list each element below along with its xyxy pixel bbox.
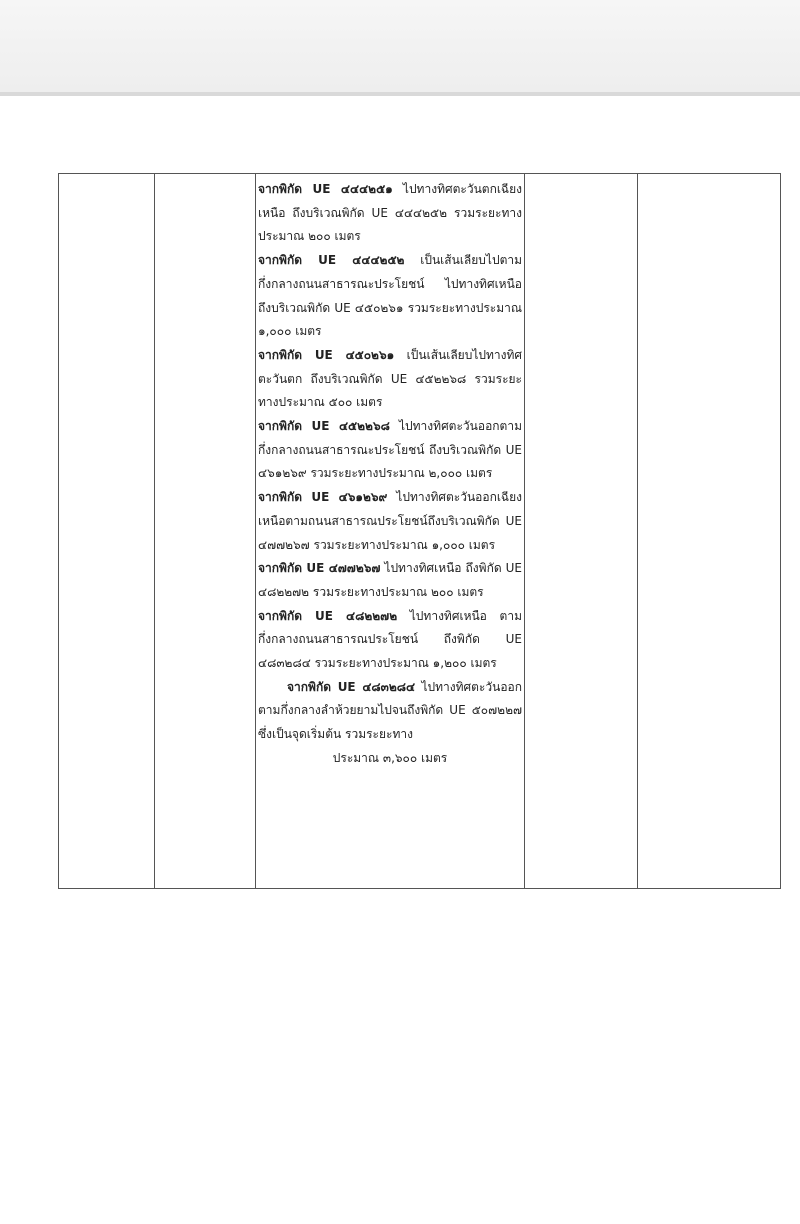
entry-text: เป็นเส้นเลียบไปตามกึ่งกลางถนนสาธารณะประโยชน์ ไปทางทิศเหนือ ถึงบริเวณพิกัด UE ๔๕๐๒๖๑ รวมระยะทางประมาณ ๑,๐๐๐ เมตร [258, 253, 523, 339]
boundary-entry [258, 344, 522, 415]
column-divider [637, 174, 638, 888]
coordinate-lead: จากพิกัด UE ๔๔๔๒๕๒ [258, 253, 405, 268]
boundary-entry [258, 605, 522, 676]
entry-text: ไปทางทิศตะวันตกเฉียงเหนือ ถึงบริเวณพิกัด UE ๔๔๔๒๕๒ รวมระยะทางประมาณ ๒๐๐ เมตร [258, 182, 522, 244]
boundary-entry [258, 486, 522, 557]
coordinate-lead: จากพิกัด UE ๔๖๑๒๖๙ [258, 490, 388, 505]
entry-text: ไปทางทิศตะวันออกตามกึ่งกลางถนนสาธารณะประโยชน์ ถึงบริเวณพิกัด UE ๔๖๑๒๖๙ รวมระยะทางประมาณ ๒,๐๐๐ เมตร [258, 419, 522, 481]
coordinate-lead: จากพิกัด UE ๔๕๐๒๖๑ [258, 347, 395, 362]
boundary-entry [258, 249, 522, 344]
coordinate-lead: จากพิกัด UE ๔๔๔๒๕๑ [258, 182, 393, 196]
entry-text: ไปทางทิศตะวันออกตามกึ่งกลางลำห้วยยามไปจนถึงพิกัด UE ๕๐๗๒๒๗ ซึ่งเป็นจุดเริ่มต้น รวมระยะทาง [258, 679, 522, 742]
coordinate-lead: จากพิกัด UE ๔๘๓๒๘๔ [287, 679, 416, 694]
entry-text: ไปทางทิศเหนือ ตามกึ่งกลางถนนสาธารณประโยชน์ ถึงพิกัด UE ๔๘๓๒๘๔ รวมระยะทางประมาณ ๑,๒๐๐ เมตร [258, 608, 522, 671]
boundary-entry [258, 415, 522, 486]
boundary-table [58, 173, 781, 889]
boundary-entry [258, 178, 522, 249]
entry-text: ไปทางทิศตะวันออกเฉียงเหนือตามถนนสาธารณประโยชน์ถึงบริเวณพิกัด UE ๔๗๗๒๖๗ รวมระยะทางประมาณ ๑,๐๐๐ เมตร [258, 490, 523, 552]
coordinate-lead: จากพิกัด UE ๔๘๒๒๗๒ [258, 608, 398, 623]
boundary-entry [258, 676, 522, 747]
coordinate-lead: จากพิกัด UE ๔๕๒๒๖๘ [258, 419, 390, 434]
boundary-description-cell [258, 178, 522, 771]
coordinate-lead: จากพิกัด UE ๔๗๗๒๖๗ [258, 561, 381, 576]
scan-top-band [0, 0, 800, 92]
boundary-entry [258, 557, 522, 604]
boundary-entry-last-line: ประมาณ ๓,๖๐๐ เมตร [332, 750, 448, 765]
scan-top-rule [0, 92, 800, 96]
column-divider [154, 174, 155, 888]
column-divider [524, 174, 525, 888]
column-divider [255, 174, 256, 888]
entry-text: เป็นเส้นเลียบไปทางทิศตะวันตก ถึงบริเวณพิกัด UE ๔๕๒๒๖๘ รวมระยะทางประมาณ ๕๐๐ เมตร [258, 347, 523, 410]
entry-text: ไปทางทิศเหนือ ถึงพิกัด UE ๔๘๒๒๗๒ รวมระยะทางประมาณ ๒๐๐ เมตร [258, 561, 523, 599]
